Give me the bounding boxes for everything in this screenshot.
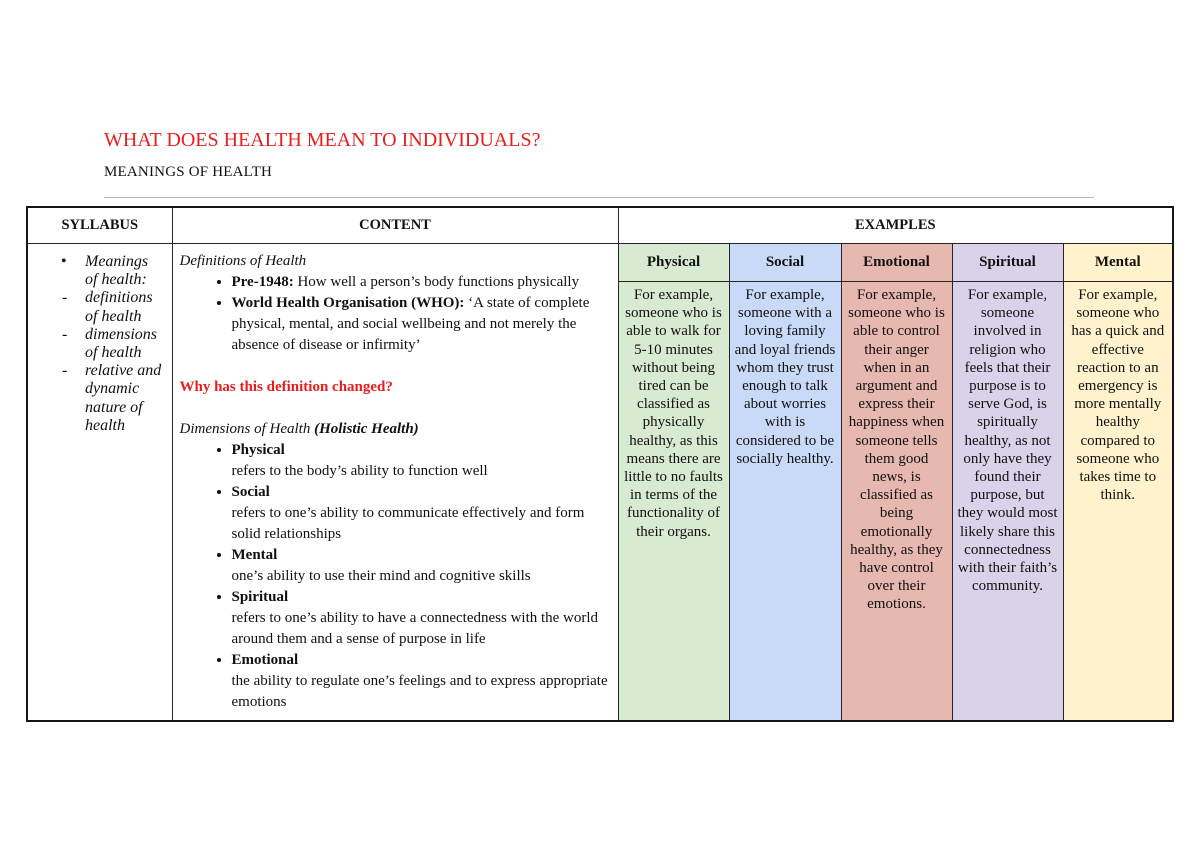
definition-label: Pre-1948: xyxy=(231,274,294,290)
dimension-item-physical xyxy=(232,440,611,482)
dimension-name: • Mental xyxy=(231,547,278,563)
dimensions-heading-emphasis: (Holistic Health) xyxy=(314,421,419,437)
definition-change-question: Why has this definition changed? xyxy=(179,379,393,395)
syllabus-subitem-relative-dynamic: - relative and dynamic nature of health xyxy=(85,362,163,435)
example-text-emotional: For example, someone who is able to control their anger when in an argument and express their happiness when someone tells them good news, is classified as being emotionally healthy, as they have control over their emotions. xyxy=(841,282,952,722)
definition-text: ‘A state of complete physical, mental, and social wellbeing and not merely the absence of disease or infirmity’ xyxy=(231,295,590,353)
example-header-physical: Physical xyxy=(618,244,729,282)
example-text-physical: For example, someone who is able to walk for 5-10 minutes without being tired can be classified as physically healthy, as this means there are little to no faults in terms of the functionality of their organs. xyxy=(618,282,729,722)
dimension-description: one’s ability to use their mind and cognitive skills xyxy=(231,568,531,584)
definitions-heading: Definitions of Health xyxy=(179,253,307,269)
examples-header: EXAMPLES xyxy=(618,207,1173,244)
dimension-item-social xyxy=(232,482,611,545)
example-header-social: Social xyxy=(729,244,841,282)
syllabus-list xyxy=(28,253,163,435)
definition-text: How well a person’s body functions physically xyxy=(297,274,580,290)
page-title: WHAT DOES HEALTH MEAN TO INDIVIDUALS? xyxy=(104,129,541,151)
definitions-list xyxy=(180,272,611,356)
dimension-item-mental xyxy=(232,545,611,587)
syllabus-header: SYLLABUS xyxy=(27,207,172,244)
syllabus-item-meanings: • Meanings of health: xyxy=(85,253,163,289)
dimension-description: refers to the body’s ability to function well xyxy=(231,463,488,479)
title-divider xyxy=(104,197,1094,198)
definition-item-pre-1948 xyxy=(232,272,611,293)
dimension-description: the ability to regulate one’s feelings and to express appropriate emotions xyxy=(231,673,608,710)
table-header-row xyxy=(27,207,1173,244)
definition-item-who xyxy=(232,293,611,356)
dimension-description: refers to one’s ability to have a connectedness with the world around them and a sense of purpose in life xyxy=(231,610,599,647)
page-subtitle: MEANINGS OF HEALTH xyxy=(104,164,273,180)
dimension-name: • Emotional xyxy=(231,652,299,668)
dimension-item-spiritual xyxy=(232,587,611,650)
example-text-spiritual: For example, someone involved in religion who feels that their purpose is to serve God, is spiritually healthy, as not only have they found their purpose, but they would most likely share this connectedness with their faith’s community. xyxy=(952,282,1063,722)
syllabus-subitem-dimensions: - dimensions of health xyxy=(85,326,163,362)
example-text-mental: For example, someone who has a quick and effective reaction to an emergency is more mentally healthy compared to someone who takes time to think. xyxy=(1063,282,1173,722)
dimension-name: • Social xyxy=(231,484,270,500)
syllabus-subitem-definitions: - definitions of health xyxy=(85,289,163,325)
dimension-description: refers to one’s ability to communicate effectively and form solid relationships xyxy=(231,505,585,542)
content-cell xyxy=(172,244,618,722)
dimensions-heading xyxy=(180,419,611,440)
content-header: CONTENT xyxy=(172,207,618,244)
example-text-social: For example, someone with a loving family and loyal friends whom they trust enough to talk about worries with is considered to be socially healthy. xyxy=(729,282,841,722)
example-header-emotional: Emotional xyxy=(841,244,952,282)
examples-subheader-row xyxy=(27,244,1173,282)
dimension-item-emotional xyxy=(232,650,611,713)
example-header-mental: Mental xyxy=(1063,244,1173,282)
dimensions-heading-text: Dimensions of Health xyxy=(179,421,311,437)
syllabus-cell xyxy=(27,244,172,722)
dimension-name: • Physical xyxy=(231,442,285,458)
example-header-spiritual: Spiritual xyxy=(952,244,1063,282)
dimensions-list xyxy=(180,440,611,713)
definition-label: World Health Organisation (WHO): xyxy=(231,295,465,311)
meanings-of-health-table xyxy=(26,206,1174,722)
dimension-name: • Spiritual xyxy=(231,589,289,605)
